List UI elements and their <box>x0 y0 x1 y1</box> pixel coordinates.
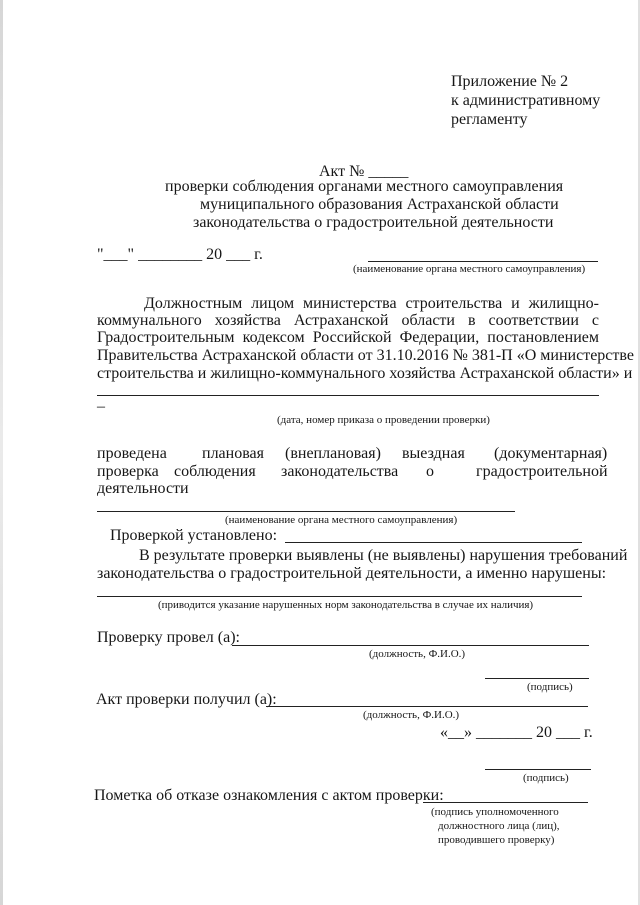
inspector-position-caption: (должность, Ф.И.О.) <box>369 648 466 660</box>
received-blank-line <box>266 706 588 707</box>
inspector-label: Проверку провел (а): <box>97 629 240 646</box>
established-label: Проверкой установлено: <box>110 527 278 544</box>
appendix-line-3: регламенту <box>451 111 528 128</box>
refusal-blank-line <box>423 802 588 803</box>
p2-word-field: выездная <box>402 445 465 462</box>
order-caption: (дата, номер приказа о проведении проверки) <box>277 414 490 426</box>
appendix-line-2: к административному <box>451 92 601 109</box>
paragraph1-line-3: Градостроительным кодексом Российской Федерации, постановлением <box>97 329 599 346</box>
paragraph3-line-1: В результате проверки выявлены (не выявлены) нарушения требований <box>139 547 628 564</box>
p2-word-about: о <box>426 463 434 480</box>
order-blank-line <box>97 395 599 396</box>
inspector-blank-line <box>232 645 589 646</box>
organ-blank-line <box>368 261 598 262</box>
scan-edge-left <box>0 0 3 905</box>
act-date-field: "___" ________ 20 ___ г. <box>97 246 263 263</box>
refusal-caption-1: (подпись уполномоченного <box>431 806 559 818</box>
p2-line-3: деятельности <box>97 480 189 497</box>
p2-word-planned: плановая <box>202 445 265 462</box>
paragraph1-line-1: Должностным лицом министерства строительства и жилищно- <box>144 295 599 312</box>
title-line-2: муниципального образования Астраханской области <box>200 196 559 213</box>
paragraph1-line-4: Правительства Астраханской области от 31.10.2016 № 381-П «О министерстве <box>97 347 634 364</box>
paragraph3-line-2: законодательства о градостроительной деятельности, а именно нарушены: <box>97 565 607 582</box>
refusal-caption-2: должностного лица (лиц), <box>438 820 560 832</box>
organ-caption: (наименование органа местного самоуправления) <box>353 263 586 275</box>
refusal-label: Пометка об отказе ознакомления с актом проверки: <box>94 787 444 804</box>
inspector-signature-caption: (подпись) <box>527 681 573 693</box>
received-position-caption: (должность, Ф.И.О.) <box>363 709 460 721</box>
p2-word-unplanned: (внеплановая) <box>285 445 381 462</box>
refusal-caption-3: проводившего проверку) <box>438 834 555 846</box>
received-signature-caption: (подпись) <box>523 772 569 784</box>
appendix-line-1: Приложение № 2 <box>451 73 569 90</box>
p2-word-compliance: соблюдения <box>174 463 256 480</box>
organ2-caption: (наименование органа местного самоуправления) <box>225 514 458 526</box>
act-number-title: Акт № _____ <box>319 163 409 180</box>
p2-word-documentary: (документарная) <box>494 445 608 462</box>
title-line-1: проверки соблюдения органами местного самоуправления <box>165 178 564 195</box>
paragraph1-dash: – <box>97 398 105 415</box>
violations-caption: (приводится указание нарушенных норм законодательства в случае их наличия) <box>158 599 534 611</box>
violations-blank-line <box>97 596 582 597</box>
organ2-blank-line <box>97 511 515 512</box>
received-signature-line <box>485 769 591 770</box>
paragraph1-line-2: коммунального хозяйства Астраханской области в соответствии с <box>97 312 599 329</box>
inspector-signature-line <box>485 678 589 679</box>
established-blank-line <box>285 542 582 543</box>
received-date: «__» _______ 20 ___ г. <box>440 724 593 741</box>
p2-word-urban-planning: градостроительной <box>476 463 608 480</box>
received-label: Акт проверки получил (а): <box>96 691 277 708</box>
p2-word-inspection: проверка <box>97 463 159 480</box>
paragraph1-line-5: строительства и жилищно-коммунального хозяйства Астраханской области» и <box>97 365 633 382</box>
title-line-3: законодательства о градостроительной деятельности <box>193 214 554 231</box>
p2-word-legislation: законодательства <box>281 463 399 480</box>
p2-word-conducted: проведена <box>97 445 167 462</box>
